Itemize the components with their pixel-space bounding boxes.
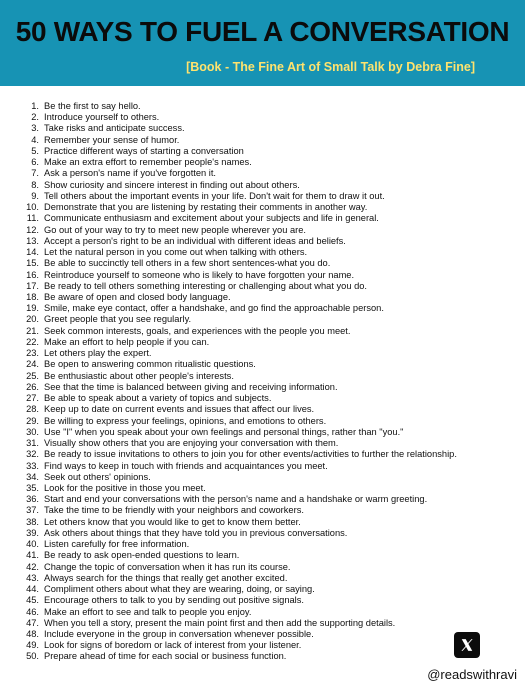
list-item xyxy=(22,359,457,370)
list-item xyxy=(22,629,457,640)
list-item xyxy=(22,135,457,146)
list-item-text: Let others know that you would like to get to know them better. xyxy=(44,516,301,527)
book-subtitle: [Book - The Fine Art of Small Talk by Debra Fine] xyxy=(186,60,475,74)
list-item-text: Include everyone in the group in conversation whenever possible. xyxy=(44,629,314,640)
list-item xyxy=(22,595,457,606)
list-item xyxy=(22,247,457,258)
list-item xyxy=(22,640,457,651)
list-item xyxy=(22,404,457,415)
list-item-number: 36. xyxy=(26,494,39,505)
page-title: 50 WAYS TO FUEL A CONVERSATION xyxy=(15,16,510,47)
list-item-text: Seek out others' opinions. xyxy=(44,471,151,482)
author-handle[interactable]: @readswithravi xyxy=(427,667,517,682)
list-item-number: 23. xyxy=(26,348,39,359)
list-item xyxy=(22,337,457,348)
list-item-text: Tell others about the important events in your life. Don't wait for them to draw it out. xyxy=(44,190,385,201)
list-item-number: 21. xyxy=(26,325,39,336)
list-item-number: 29. xyxy=(26,415,39,426)
list-item-text: Go out of your way to try to meet new people wherever you are. xyxy=(44,224,306,235)
list-item-text: Be enthusiastic about other people's interests. xyxy=(44,370,234,381)
list-item-number: 2. xyxy=(31,112,39,123)
list-item xyxy=(22,382,457,393)
list-item-text: Compliment others about what they are wearing, doing, or saying. xyxy=(44,584,315,595)
list-item xyxy=(22,494,457,505)
list-item-number: 7. xyxy=(31,168,39,179)
list-item xyxy=(22,528,457,539)
list-item-number: 47. xyxy=(26,617,39,628)
list-item-number: 8. xyxy=(31,179,39,190)
list-item-number: 50. xyxy=(26,651,39,662)
list-item-text: Be ready to tell others something interesting or challenging about what you do. xyxy=(44,280,368,291)
list-item xyxy=(22,225,457,236)
list-item-text: Prepare ahead of time for each social or business function. xyxy=(44,651,287,662)
list-item-number: 41. xyxy=(26,550,39,561)
list-item-number: 34. xyxy=(26,471,39,482)
list-item-text: Let the natural person in you come out when talking with others. xyxy=(44,247,308,258)
list-item xyxy=(22,461,457,472)
x-glyph xyxy=(460,638,474,652)
list-item-number: 26. xyxy=(26,381,39,392)
list-item-text: Always search for the things that really get another excited. xyxy=(44,572,288,583)
list-item xyxy=(22,449,457,460)
list-item xyxy=(22,472,457,483)
list-item xyxy=(22,123,457,134)
list-item-number: 49. xyxy=(26,640,39,651)
list-item-text: See that the time is balanced between giving and receiving information. xyxy=(44,381,338,392)
list-item-text: When you tell a story, present the main point first and then add the supporting details. xyxy=(44,617,396,628)
list-item-number: 16. xyxy=(26,269,39,280)
list-item xyxy=(22,505,457,516)
list-item-number: 33. xyxy=(26,460,39,471)
list-item-number: 46. xyxy=(26,606,39,617)
list-item xyxy=(22,303,457,314)
list-item xyxy=(22,607,457,618)
list-item xyxy=(22,213,457,224)
list-item-number: 6. xyxy=(31,157,39,168)
list-item-text: Make an extra effort to remember people's names. xyxy=(44,157,252,168)
list-item xyxy=(22,191,457,202)
list-item-text: Take the time to be friendly with your neighbors and coworkers. xyxy=(44,505,304,516)
list-item-number: 13. xyxy=(26,235,39,246)
list-item-number: 11. xyxy=(26,213,39,224)
list-item xyxy=(22,326,457,337)
list-item xyxy=(22,438,457,449)
list-item-text: Smile, make eye contact, offer a handshake, and go find the approachable person. xyxy=(44,303,384,314)
list-item xyxy=(22,550,457,561)
list-item-number: 39. xyxy=(26,527,39,538)
list-item xyxy=(22,270,457,281)
list-item-number: 35. xyxy=(26,482,39,493)
list-item xyxy=(22,539,457,550)
list-item xyxy=(22,427,457,438)
list-item xyxy=(22,573,457,584)
list-item-text: Use "I" when you speak about your own feelings and personal things, rather than "you." xyxy=(44,426,404,437)
list-item xyxy=(22,168,457,179)
list-item-text: Accept a person's right to be an individual with different ideas and beliefs. xyxy=(44,235,346,246)
list-item-text: Be willing to express your feelings, opinions, and emotions to others. xyxy=(44,415,327,426)
list-item-number: 18. xyxy=(26,291,39,302)
list-item-number: 27. xyxy=(26,393,39,404)
header-banner xyxy=(0,0,525,86)
list-item-number: 15. xyxy=(26,258,39,269)
list-item xyxy=(22,517,457,528)
list-item-text: Look for signs of boredom or lack of interest from your listener. xyxy=(44,640,302,651)
list-item-text: Keep up to date on current events and issues that affect our lives. xyxy=(44,404,315,415)
list-item xyxy=(22,348,457,359)
list-item-number: 22. xyxy=(26,336,39,347)
list-item-number: 30. xyxy=(26,426,39,437)
list-item-number: 40. xyxy=(26,539,39,550)
list-item-text: Communicate enthusiasm and excitement about your subjects and life in general. xyxy=(44,213,379,224)
list-item-number: 3. xyxy=(31,123,39,134)
list-item xyxy=(22,314,457,325)
list-item-number: 17. xyxy=(26,280,39,291)
list-item xyxy=(22,651,457,662)
tips-list xyxy=(22,101,457,663)
list-item-number: 38. xyxy=(26,516,39,527)
list-item-text: Introduce yourself to others. xyxy=(44,112,160,123)
list-item-text: Take risks and anticipate success. xyxy=(44,123,185,134)
list-item xyxy=(22,416,457,427)
list-item-text: Reintroduce yourself to someone who is likely to have forgotten your name. xyxy=(44,269,355,280)
list-item xyxy=(22,180,457,191)
list-item xyxy=(22,236,457,247)
list-item xyxy=(22,202,457,213)
list-item-text: Greet people that you see regularly. xyxy=(44,314,192,325)
list-item-text: Be the first to say hello. xyxy=(44,101,141,111)
list-item-text: Encourage others to talk to you by sending out positive signals. xyxy=(44,595,304,606)
list-item-text: Start and end your conversations with the person's name and a handshake or warm greeting. xyxy=(44,494,428,505)
list-item-number: 37. xyxy=(26,505,39,516)
list-item-text: Be able to succinctly tell others in a few short sentences-what you do. xyxy=(44,258,331,269)
list-item-text: Remember your sense of humor. xyxy=(44,134,180,145)
list-item-number: 24. xyxy=(26,359,39,370)
list-item-number: 12. xyxy=(26,224,39,235)
list-item-text: Demonstrate that you are listening by restating their comments in another way. xyxy=(44,202,368,213)
list-item xyxy=(22,393,457,404)
list-item xyxy=(22,562,457,573)
list-item-number: 1. xyxy=(31,101,39,111)
list-item xyxy=(22,101,457,112)
list-item-number: 48. xyxy=(26,629,39,640)
list-item-text: Make an effort to see and talk to people you enjoy. xyxy=(44,606,252,617)
list-item xyxy=(22,157,457,168)
list-item-text: Find ways to keep in touch with friends and acquaintances you meet. xyxy=(44,460,328,471)
list-item-number: 10. xyxy=(26,202,39,213)
list-item-text: Listen carefully for free information. xyxy=(44,539,190,550)
list-item-number: 44. xyxy=(26,584,39,595)
list-item-number: 45. xyxy=(26,595,39,606)
list-item-text: Be ready to issue invitations to others to join you for other events/activities to further the relationship. xyxy=(44,449,457,460)
list-item xyxy=(22,258,457,269)
list-item-text: Be ready to ask open-ended questions to learn. xyxy=(44,550,240,561)
list-item-number: 5. xyxy=(31,145,39,156)
list-item-text: Show curiosity and sincere interest in finding out about others. xyxy=(44,179,300,190)
list-item-number: 25. xyxy=(26,370,39,381)
list-item xyxy=(22,146,457,157)
list-item xyxy=(22,281,457,292)
list-item xyxy=(22,584,457,595)
list-item-text: Visually show others that you are enjoying your conversation with them. xyxy=(44,438,339,449)
list-item-text: Make an effort to help people if you can. xyxy=(44,336,210,347)
list-item-text: Let others play the expert. xyxy=(44,348,152,359)
list-item-number: 43. xyxy=(26,572,39,583)
list-item-number: 19. xyxy=(26,303,39,314)
list-item xyxy=(22,371,457,382)
list-item-number: 28. xyxy=(26,404,39,415)
list-item-number: 20. xyxy=(26,314,39,325)
list-item-text: Ask others about things that they have told you in previous conversations. xyxy=(44,527,348,538)
list-item-text: Practice different ways of starting a conversation xyxy=(44,145,244,156)
list-item-text: Seek common interests, goals, and experiences with the people you meet. xyxy=(44,325,351,336)
list-item xyxy=(22,618,457,629)
list-item xyxy=(22,483,457,494)
list-item-number: 4. xyxy=(31,134,39,145)
list-item-number: 32. xyxy=(26,449,39,460)
list-item-number: 9. xyxy=(31,190,39,201)
list-item-number: 14. xyxy=(26,247,39,258)
list-item-text: Change the topic of conversation when it has run its course. xyxy=(44,561,291,572)
list-item-text: Ask a person's name if you've forgotten it. xyxy=(44,168,217,179)
list-item xyxy=(22,112,457,123)
list-item-text: Be aware of open and closed body language. xyxy=(44,291,231,302)
list-item-text: Look for the positive in those you meet. xyxy=(44,482,206,493)
list-item-text: Be open to answering common ritualistic questions. xyxy=(44,359,256,370)
list-item-text: Be able to speak about a variety of topics and subjects. xyxy=(44,393,272,404)
list-item-number: 31. xyxy=(26,438,39,449)
x-logo-icon[interactable] xyxy=(454,632,480,658)
list-item xyxy=(22,292,457,303)
list-item-number: 42. xyxy=(26,561,39,572)
